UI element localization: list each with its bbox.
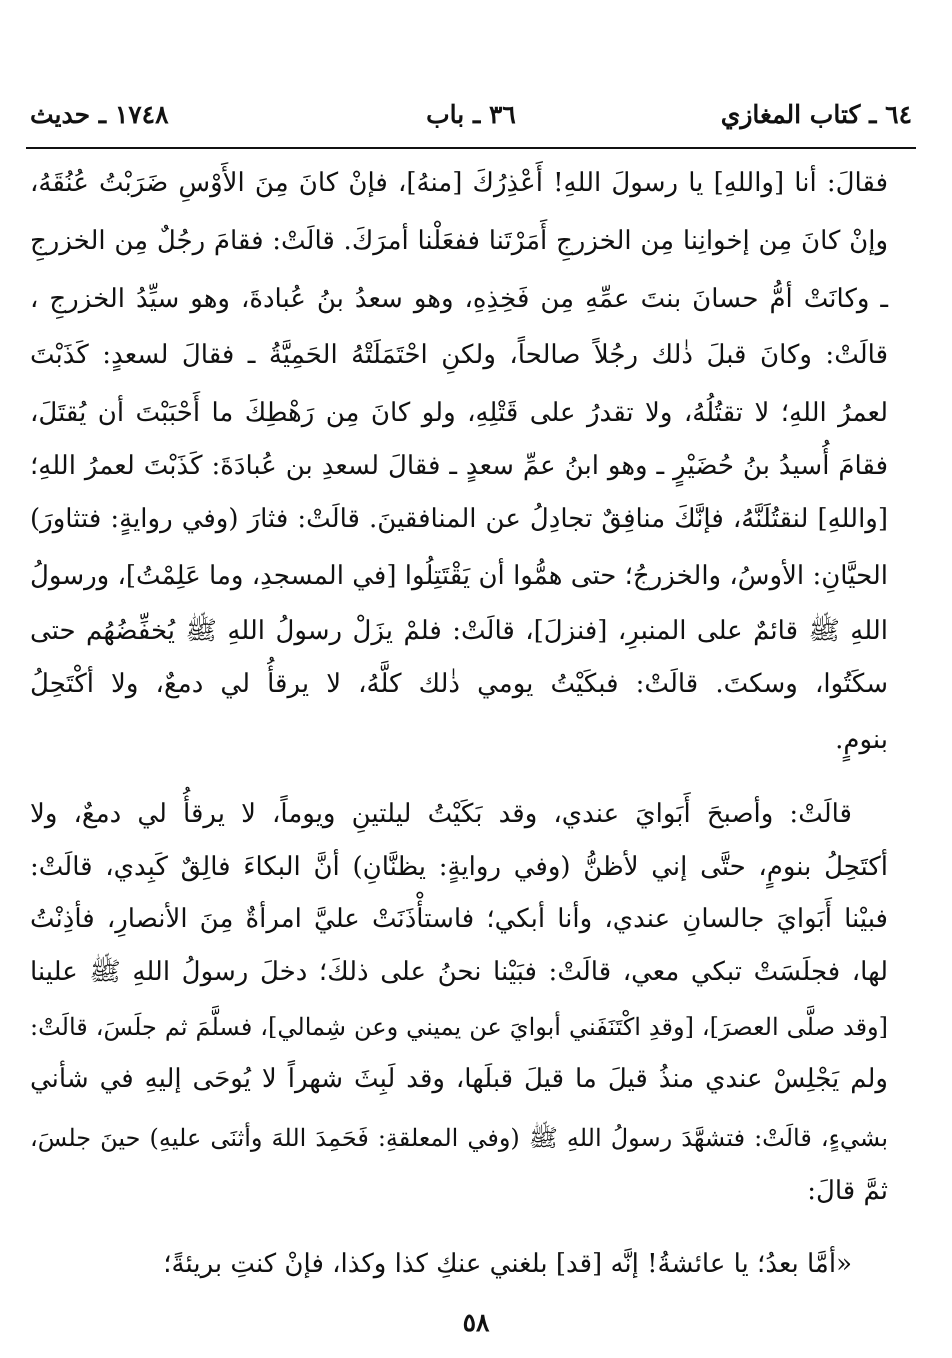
text-line: ولم يَجْلِسْ عندي منذُ قيلَ ما قيلَ قبلَها، وقد لَبِثَ شهراً لا يُوحَى إليهِ في شأني — [30, 1064, 888, 1094]
text-line: ـ وكانَتْ أمُّ حسانَ بنتَ عمِّهِ مِن فَخِذِهِ، وهو سعدُ بنُ عُبادةَ، وهو سيِّدُ الخزرجِ ، — [30, 284, 888, 314]
text-line: الحيَّانِ: الأوسُ، والخزرجُ؛ حتى همُّوا أن يَقْتَتِلُوا [في المسجدِ، وما عَلِمْتُ]، ورسولُ — [30, 561, 888, 591]
text-line: سكَتُوا، وسكتَ. قالَتْ: فبكَيْتُ يومي ذٰلك كلَّهُ، لا يرقأُ لي دمعٌ، ولا أكْتَحِلُ — [30, 669, 888, 699]
text-line-last: ثمَّ قالَ: — [807, 1176, 888, 1206]
text-line-last: بنومٍ. — [835, 725, 888, 755]
header-rule — [26, 147, 916, 149]
header-hadith-number: ١٧٤٨ ـ حديث — [30, 99, 169, 129]
text-line: فقامَ أُسيدُ بنُ حُضَيْرٍ ـ وهو ابنُ عمِّ سعدٍ ـ فقالَ لسعدِ بن عُبادَةَ: كَذَبْتَ لعمرُ اللهِ؛ — [30, 451, 888, 481]
text-line: بشيءٍ، قالَتْ: فتشهَّدَ رسولُ اللهِ ﷺ (وفي المعلقةِ: فَحَمِدَ اللهَ وأثنَى عليهِ) حينَ جلسَ، — [30, 1124, 888, 1152]
text-line-indented: «أمَّا بعدُ؛ يا عائشةُ! إنَّه [قد] بلغني عنكِ كذا وكذا، فإنْ كنتِ بريئةً؛ — [163, 1249, 852, 1279]
text-line: فقالَ: أنا [واللهِ] يا رسولَ اللهِ! أَعْذِرُكَ [منهُ]، فإنْ كانَ مِنَ الأَوْسِ ضَرَبْتُ عُنُقَهُ، — [30, 168, 888, 198]
text-line: لها، فجلَسَتْ تبكي معي، قالَتْ: فبَيْنا نحنُ على ذلكَ؛ دخلَ رسولُ اللهِ ﷺ علينا — [30, 957, 888, 987]
page-number: ٥٨ — [462, 1308, 490, 1337]
running-header — [30, 92, 912, 136]
text-line: لعمرُ اللهِ؛ لا تقتُلُهُ، ولا تقدرُ على قَتْلِهِ، ولو كانَ مِن رَهْطِكَ ما أَحْبَبْتَ أن يُقتَلَ، — [30, 398, 888, 428]
text-line-indented: قالَتْ: وأصبحَ أَبَوايَ عندي، وقد بَكَيْتُ ليلتينِ ويوماً، لا يرقأُ لي دمعٌ، ولا — [30, 799, 852, 829]
text-line: أكتَحِلُ بنومٍ، حتَّى إني لأظنُّ (وفي روايةٍ: يظنَّانِ) أنَّ البكاءَ فالِقٌ كَبِدي، قالَتْ: — [30, 852, 888, 882]
text-line: وإنْ كانَ مِن إخوانِنا مِن الخزرجِ أَمَرْتَنا ففعَلْنا أمرَكَ. قالَتْ: فقامَ رجُلٌ مِن الخزرجِ — [30, 226, 888, 256]
text-line: [وقد صلَّى العصرَ]، [وقدِ اكْتَنَفَني أبوايَ عن يميني وعن شِمالي]، فسلَّمَ ثم جلَسَ، قالَتْ: — [30, 1013, 888, 1041]
header-chapter: ٦٤ ـ كتاب المغازي — [720, 99, 912, 129]
text-line: اللهِ ﷺ قائمٌ على المنبرِ، [فنزلَ]، قالَتْ: فلمْ يزَلْ رسولُ اللهِ ﷺ يُخفِّضُهُم حتى — [30, 616, 888, 646]
text-line: فبيْنا أَبَوايَ جالسانِ عندي، وأنا أبكي؛ فاستأْذَنَتْ عليَّ امرأةٌ مِنَ الأنصارِ، فأذِنْتُ — [30, 904, 888, 934]
text-line: [واللهِ] لنقتُلَنَّهُ، فإنَّكَ منافِقٌ تجادِلُ عن المنافقينَ. قالَتْ: فثارَ (وفي روايةٍ: فتثاورَ) — [30, 504, 888, 534]
header-section: ٣٦ ـ باب — [426, 99, 516, 129]
text-line: قالَتْ: وكانَ قبلَ ذٰلك رجُلاً صالحاً، ولكنِ احْتَمَلَتْهُ الحَمِيَّةُ ـ فقالَ لسعدٍ: كَذَبْتَ — [30, 340, 888, 370]
